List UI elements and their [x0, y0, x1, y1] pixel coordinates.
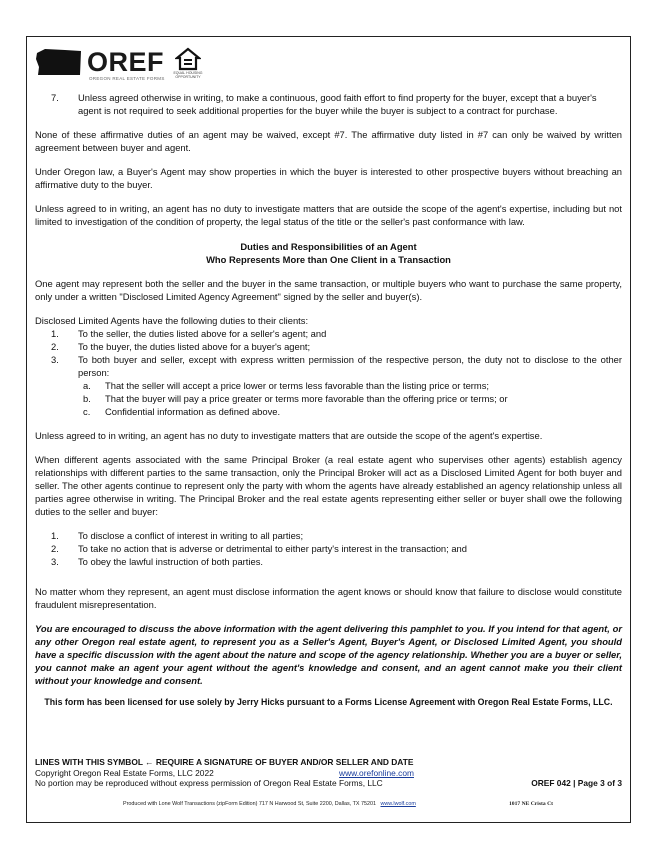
paragraph-principal-broker: When different agents associated with the same Principal Broker (a real estate agent who supervises other agents) establish agency relationships with different parties to the same transaction, only the Principal Broker will act as a Disclosed Limited Agent for both buyer and seller. The other agents continue to represent only the party with whom the agents have already established an agency relationship unless all parties agree otherwise in writing. The Principal Broker and the real estate agents representing either seller or buyer shall owe the following duties to the seller and buyer:	[35, 454, 622, 517]
item-text: To obey the lawful instruction of both parties.	[78, 556, 263, 567]
list-item	[35, 353, 622, 379]
list-item	[35, 529, 622, 542]
limited-duties-list	[35, 327, 622, 379]
item-number: 3.	[51, 556, 59, 567]
footer	[35, 757, 622, 789]
reproduce-text: No portion may be reproduced without express permission of Oregon Real Estate Forms, LLC	[35, 778, 383, 788]
item-number: 1.	[51, 328, 59, 339]
license-notice: This form has been licensed for use solely by Jerry Hicks pursuant to a Forms License Agreement with Oregon Real Estate Forms, LLC.	[44, 697, 613, 707]
item-number: 2.	[51, 543, 59, 554]
reproduce-row	[35, 778, 622, 789]
sub-duties-list	[35, 379, 622, 418]
item-letter: a.	[83, 380, 91, 391]
page-frame	[26, 36, 631, 823]
section-heading	[35, 240, 622, 266]
item-text: Unless agreed otherwise in writing, to make a continuous, good faith effort to find property for the buyer, except that a buyer's agent is not required to seek additional properties for the buyer while the buyer is subject to a contract for purchase.	[78, 92, 597, 116]
produced-text: Produced with Lone Wolf Transactions (zipForm Edition) 717 N Harwood St, Suite 2200, Dallas, TX 75201	[123, 801, 376, 807]
item-number: 2.	[51, 341, 59, 352]
item-text: Confidential information as defined above.	[105, 406, 281, 417]
item-text: To the seller, the duties listed above for a seller's agent; and	[78, 328, 327, 339]
item-letter: b.	[83, 393, 91, 404]
broker-duties-list	[35, 529, 622, 568]
section-heading-line2: Who Represents More than One Client in a Transaction	[206, 254, 451, 265]
produced-block	[123, 801, 416, 807]
brand-subtitle: OREGON REAL ESTATE FORMS	[89, 76, 165, 81]
paragraph-buyers-agent: Under Oregon law, a Buyer's Agent may show properties in which the buyer is interested to other prospective buyers without breaching an affirmative duty to the buyer.	[35, 166, 622, 190]
copyright-text: Copyright Oregon Real Estate Forms, LLC 2022	[35, 767, 214, 778]
item-text: To both buyer and seller, except with express written permission of the respective person, the duty not to disclose to the other person:	[78, 354, 622, 378]
item-text: To disclose a conflict of interest in writing to all parties;	[78, 530, 304, 541]
paragraph-limited-agents: Disclosed Limited Agents have the following duties to their clients:	[35, 315, 309, 326]
document-body	[35, 91, 622, 709]
item-text: To the buyer, the duties listed above for a buyer's agent;	[78, 341, 311, 352]
website-link[interactable]: www.orefonline.com	[339, 767, 414, 778]
page-number: OREF 042 | Page 3 of 3	[531, 778, 622, 788]
paragraph-expertise: Unless agreed to in writing, an agent has no duty to investigate matters that are outside the scope of the agent's expertise.	[35, 430, 543, 441]
item-text: To take no action that is adverse or detrimental to either party's interest in the transaction; and	[78, 543, 467, 554]
produced-link[interactable]: www.lwolf.com	[380, 801, 416, 807]
list-item	[35, 327, 622, 340]
item-letter: c.	[83, 406, 91, 417]
equal-housing-icon	[175, 47, 201, 71]
signature-notice: LINES WITH THIS SYMBOL ← REQUIRE A SIGNATURE OF BUYER AND/OR SELLER AND DATE	[35, 757, 414, 767]
paragraph-no-duty: Unless agreed to in writing, an agent has no duty to investigate matters that are outside the scope of the agent's expertise, including but not limited to investigation of the condition of property, the legal status of the title or the seller's past conformance with law.	[35, 203, 622, 227]
list-item	[35, 392, 622, 405]
list-item	[35, 340, 622, 353]
paragraph-encouraged: You are encouraged to discuss the above information with the agent delivering this pamphlet to you. If you intend for that agent, or any other Oregon real estate agent, to represent you as a Seller's Agent, Buyer's Agent, or Disclosed Limited Agent, you should have a specific discussion with the agent about the nature and scope of the agency relationship. Whether you are a buyer or seller, you cannot make an agent your agent without the agent's knowledge and consent, and an agent cannot make you their client without your knowledge and consent.	[35, 623, 622, 686]
item-number: 7.	[51, 92, 59, 103]
item-number: 3.	[51, 354, 59, 365]
oregon-logo-icon	[35, 47, 83, 77]
list-item	[35, 379, 622, 392]
list-item	[35, 405, 622, 418]
item-text: That the buyer will pay a price greater or terms more favorable than the offering price or terms; or	[105, 393, 508, 404]
property-address: 1017 NE Crista Ct	[509, 801, 553, 807]
list-item	[35, 542, 622, 555]
copyright-row	[35, 768, 622, 779]
paragraph-waiver: None of these affirmative duties of an agent may be waived, except #7. The affirmative duty listed in #7 can only be waived by written agreement between buyer and agent.	[35, 129, 622, 153]
list-item	[35, 91, 622, 117]
list-item	[35, 555, 622, 568]
item-text: That the seller will accept a price lower or terms less favorable than the listing price or terms;	[105, 380, 490, 391]
section-heading-line1: Duties and Responsibilities of an Agent	[240, 241, 417, 252]
brand-name: OREF	[87, 47, 165, 77]
header	[35, 43, 335, 83]
paragraph-one-agent: One agent may represent both the seller and the buyer in the same transaction, or multiple buyers who want to purchase the same property, only under a written "Disclosed Limited Agency Agreement" signed by the seller and buyer(s).	[35, 278, 622, 302]
item-number: 1.	[51, 530, 59, 541]
equal-housing-text: EQUAL HOUSING OPPORTUNITY	[173, 71, 203, 79]
paragraph-disclosure: No matter whom they represent, an agent must disclose information the agent knows or should know that failure to disclose would constitute fraudulent misrepresentation.	[35, 586, 622, 610]
